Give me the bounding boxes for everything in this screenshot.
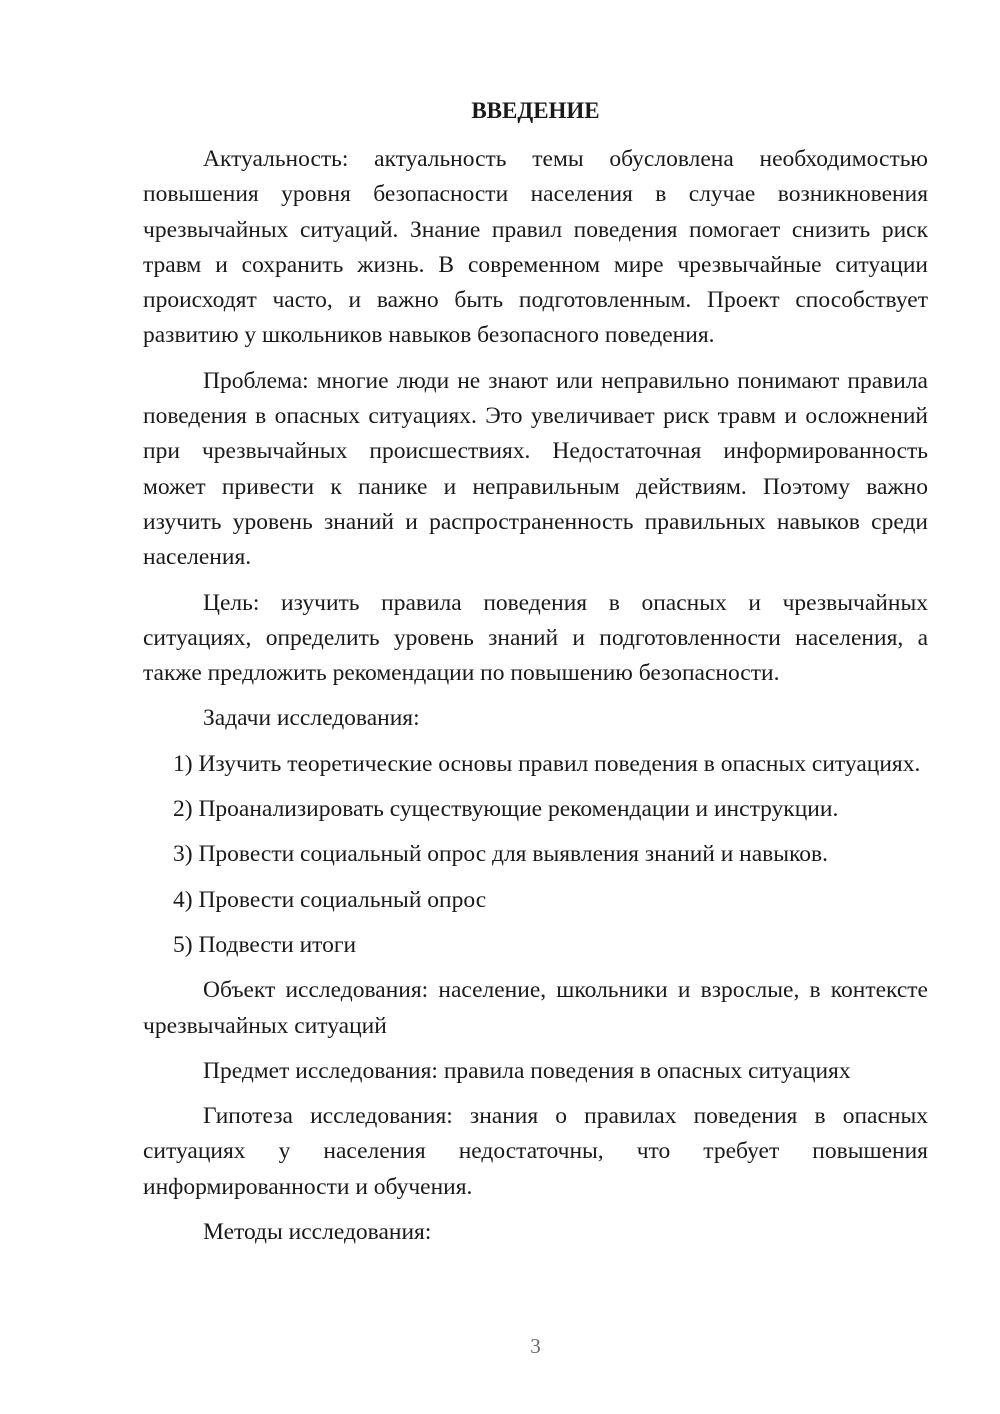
paragraph-object: Объект исследования: население, школьники и взрослые, в контексте чрезвычайных ситуаций <box>143 977 928 1039</box>
list-item-task-5: 5) Подвести итоги <box>173 931 357 958</box>
list-item-task-4: 4) Провести социальный опрос <box>173 886 487 913</box>
document-page <box>143 0 928 1414</box>
paragraph-subject: Предмет исследования: правила поведения в опасных ситуациях <box>203 1057 851 1084</box>
paragraph-tasks-heading: Задачи исследования: <box>203 705 420 732</box>
paragraph-methods: Методы исследования: <box>203 1219 432 1246</box>
page-title: ВВЕДЕНИЕ <box>471 98 600 123</box>
document-body <box>143 142 928 1260</box>
paragraph-problem: Проблема: многие люди не знают или неправильно понимают правила поведения в опасных ситуациях. Это увеличивает риск травм и осложнений при чрезвычайных происшествиях. Недостаточная информированность может привести к панике и неправильным действиям. Поэтому важно изучить уровень знаний и распространенность правильных навыков среди населения. <box>143 367 928 571</box>
list-item-task-1: 1) Изучить теоретические основы правил поведения в опасных ситуациях. <box>173 750 921 777</box>
paragraph-goal: Цель: изучить правила поведения в опасных и чрезвычайных ситуациях, определить уровень знаний и подготовленности населения, а также предложить рекомендации по повышению безопасности. <box>143 589 928 687</box>
paragraph-hypothesis: Гипотеза исследования: знания о правилах поведения в опасных ситуациях у населения недостаточны, что требует повышения информированности и обучения. <box>143 1103 928 1200</box>
list-item-task-2: 2) Проанализировать существующие рекомендации и инструкции. <box>173 796 839 823</box>
paragraph-relevance: Актуальность: актуальность темы обусловлена необходимостью повышения уровня безопасности населения в случае возникновения чрезвычайных ситуаций. Знание правил поведения помогает снизить риск травм и сохранить жизнь. В современном мире чрезвычайные ситуации происходят часто, и важно быть подготовленным. Проект способствует развитию у школьников навыков безопасного поведения. <box>143 146 928 349</box>
page-number: 3 <box>530 1334 541 1358</box>
list-item-task-3: 3) Провести социальный опрос для выявления знаний и навыков. <box>173 841 829 868</box>
